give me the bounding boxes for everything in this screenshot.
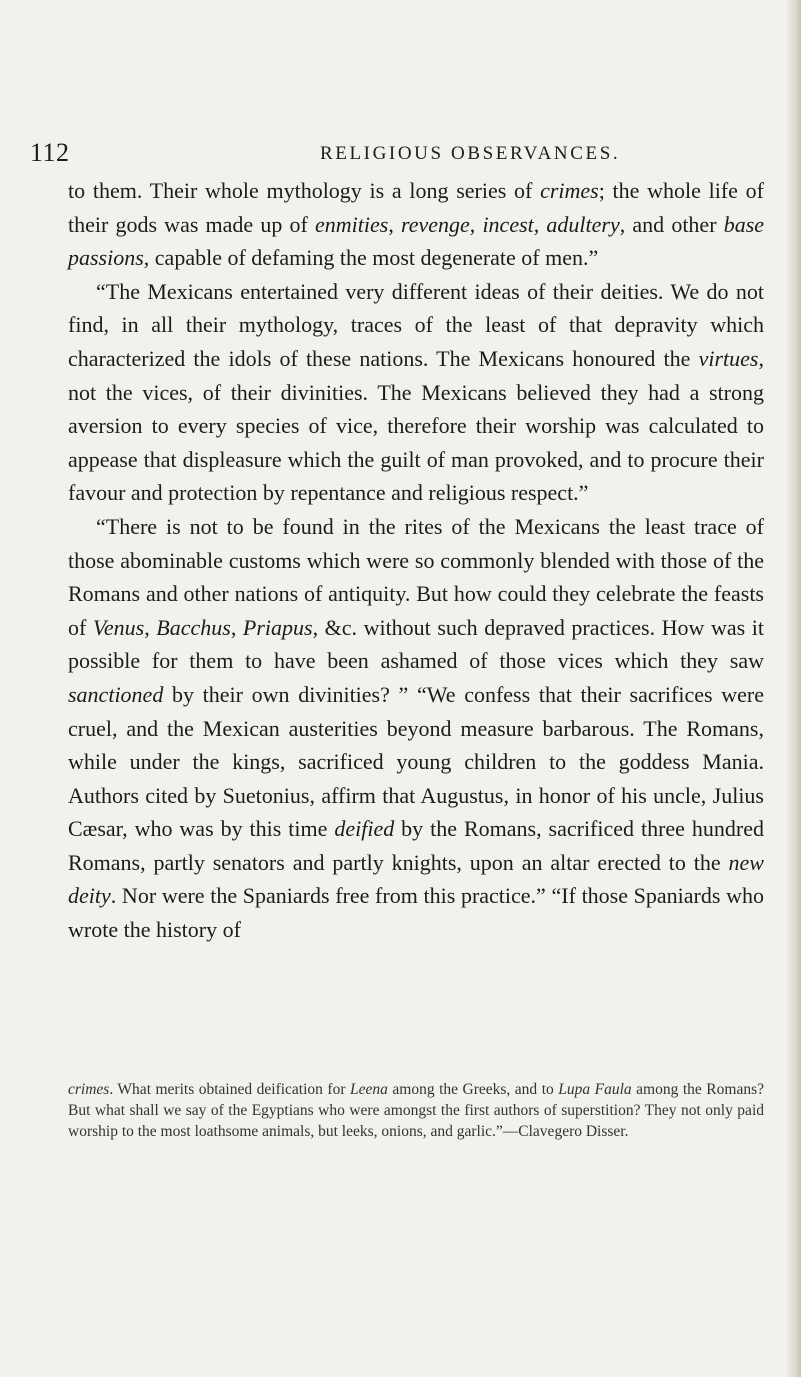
page-edge-shadow — [787, 0, 801, 1377]
italic-text: base passions — [68, 211, 765, 271]
italic-text: Priapus — [242, 614, 313, 640]
page-number: 112 — [30, 138, 70, 167]
paragraph-1: to them. Their whole mythology is a long series of crimes; the whole life of their gods was made up of enmities, revenge, incest, adultery, and other base passions, capable of defaming the most degenerate of men.” — [68, 178, 765, 271]
italic-text: Leena — [350, 1081, 388, 1098]
italic-text: new deity — [68, 849, 764, 909]
italic-text: crimes — [540, 178, 599, 203]
italic-text: Bacchus — [156, 614, 231, 640]
italic-text: Lupa Faula — [558, 1081, 632, 1098]
page-header — [30, 138, 770, 172]
italic-text: crimes — [68, 1081, 110, 1098]
running-head: RELIGIOUS OBSERVANCES. — [320, 143, 621, 164]
italic-text: incest — [482, 211, 534, 237]
italic-text: virtues — [698, 345, 759, 371]
footnote-text: crimes. What merits obtained deification for Leena among the Greeks, and to Lupa Faula among the Romans? But what shall we say of the Egyptians who were amongst the first authors of superstition? They not only paid worship to the most loathsome animals, but leeks, onions, and garlic.”—Clavegero Disser. — [68, 1081, 764, 1140]
italic-text: Venus — [92, 614, 145, 640]
italic-text: enmities — [314, 211, 389, 237]
paragraph-3: “There is not to be found in the rites of the Mexicans the least trace of those abominable customs which were so commonly blended with those of the Romans and other nations of antiquity. But how could they celebrate the feasts of Venus, Bacchus, Priapus, &c. without such depraved practices. How was it possible for them to have been ashamed of those vices which they saw sanctioned by their own divinities? ” “We confess that their sacrifices were cruel, and the Mexican austerities beyond measure barbarous. The Romans, while under the kings, sacrificed young children to the goddess Mania. Authors cited by Suetonius, affirm that Augustus, in honor of his uncle, Julius Cæsar, who was by this time deified by the Romans, sacrificed three hundred Romans, partly senators and partly knights, upon an altar erected to the new deity. Nor were the Spaniards free from this practice.” “If those Spaniards who wrote the history of — [68, 513, 764, 943]
paragraph-2: “The Mexicans entertained very different ideas of their deities. We do not find, in all their mythology, traces of the least of that depravity which characterized the idols of these nations. The Mexicans honoured the virtues, not the vices, of their divinities. The Mexicans believed they had a strong aversion to every species of vice, therefore their worship was calculated to appease that displeasure which the guilt of man provoked, and to procure their favour and protection by repentance and religious respect.” — [68, 278, 764, 506]
italic-text: deified — [334, 816, 395, 842]
body-text — [68, 174, 764, 947]
footnote — [68, 1079, 764, 1142]
italic-text: adultery — [546, 211, 620, 237]
italic-text: revenge — [400, 211, 470, 237]
italic-text: sanctioned — [68, 681, 164, 707]
